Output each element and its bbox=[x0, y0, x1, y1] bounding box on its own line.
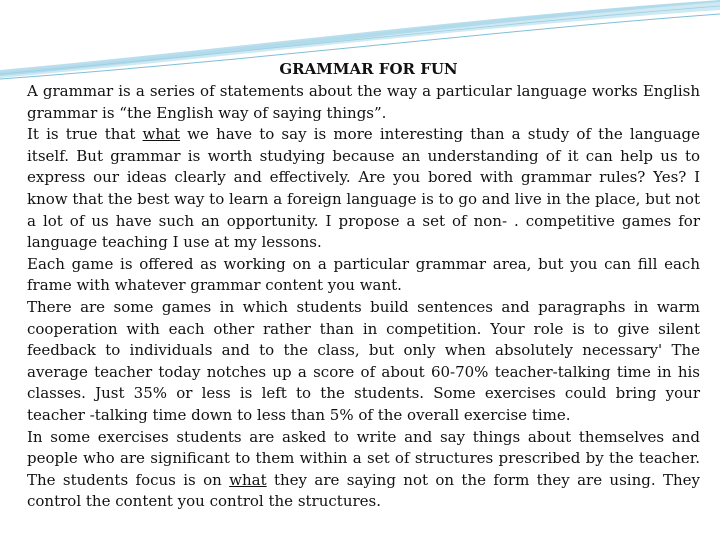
document-body bbox=[27, 60, 700, 513]
page-title: GRAMMAR FOR FUN bbox=[279, 60, 458, 78]
paragraph-2: It is true that what we have to say is more interesting than a study of the language itself. But grammar is worth studying because an understanding of it can help us to express our ideas clearly and effectively. Are you bored with grammar rules? Yes? I know that the best way to learn a foreign language is to go and live in the place, but not a lot of us have such an opportunity. I propose a set of non- . competitive games for language teaching I use at my lessons. bbox=[27, 125, 700, 252]
paragraph-3: Each game is offered as working on a particular grammar area, but you can fill each frame with whatever grammar content you want. bbox=[27, 254, 700, 295]
paragraph-1: A grammar is a series of statements about the way a particular language works English grammar is “the English way of saying things”. bbox=[27, 82, 700, 122]
underlined-word: what bbox=[229, 470, 267, 489]
underlined-word: what bbox=[142, 125, 181, 144]
paragraph-5: In some exercises students are asked to write and say things about themselves and people who are significant to them within a set of structures prescribed by the teacher. The students focus is on what they are saying not on the form they are using. They control the content you control the structures. bbox=[27, 427, 700, 511]
paragraph-4: There are some games in which students build sentences and paragraphs in warm cooperation with each other rather than in competition. Your role is to give silent feedback to individuals and to the class, but only when absolutely necessary' The average teacher today notches up a score of about 60-70% teacher-talking time in his classes. Just 35% or less is left to the students. Some exercises could bring your teacher -talking time down to less than 5% of the overall exercise time. bbox=[27, 297, 700, 424]
